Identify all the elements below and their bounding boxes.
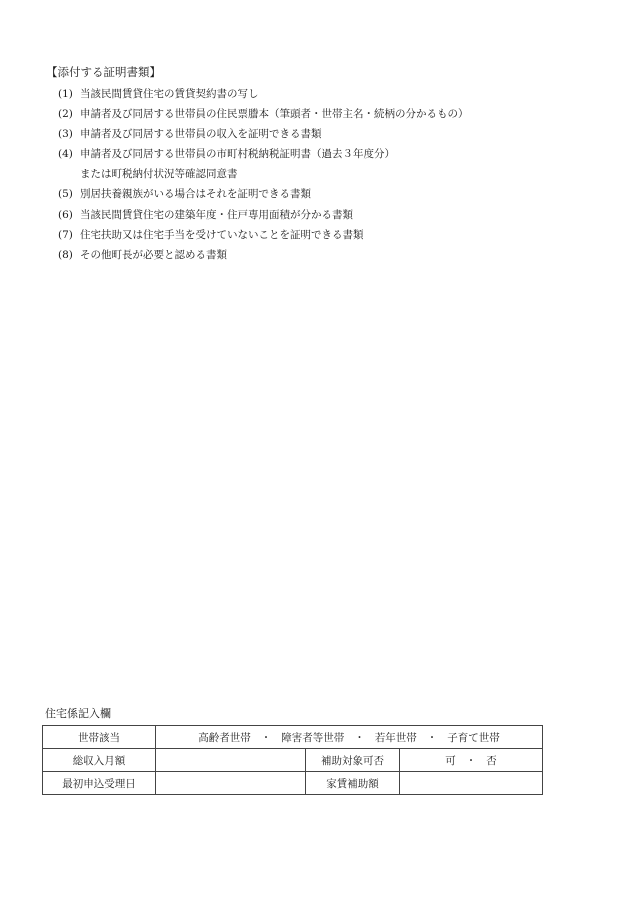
first-application-field[interactable] xyxy=(156,772,306,795)
attachment-number: (7) xyxy=(58,228,73,241)
staff-entry-title: 住宅係記入欄 xyxy=(45,707,111,720)
eligibility-no-option[interactable]: 否 xyxy=(486,754,497,767)
attachment-text: 当該民間賃貸住宅の賃貸契約書の写し xyxy=(80,88,259,100)
option-separator: ・ xyxy=(465,754,477,767)
attachment-text: 当該民間賃貸住宅の建築年度・住戸専用面積が分かる書類 xyxy=(80,208,353,221)
attachment-number: (3) xyxy=(58,128,73,141)
attachment-text: または町税納付状況等確認同意書 xyxy=(80,168,238,181)
rent-subsidy-field[interactable] xyxy=(400,772,543,795)
attachment-item-6 xyxy=(46,205,586,225)
household-option-young[interactable]: 若年世帯 xyxy=(374,731,417,744)
income-row xyxy=(43,749,543,772)
attachment-item-5 xyxy=(46,184,586,204)
staff-entry-section xyxy=(42,706,542,795)
option-separator: ・ xyxy=(354,731,365,744)
attachment-item-4-continuation xyxy=(46,164,586,184)
attachment-number: (8) xyxy=(58,248,73,261)
rent-subsidy-label: 家賃補助額 xyxy=(306,772,400,795)
staff-entry-table xyxy=(42,725,543,795)
attachment-number: (1) xyxy=(58,88,73,100)
monthly-income-label: 総収入月額 xyxy=(43,749,156,772)
attachment-text: 申請者及び同居する世帯員の住民票謄本（筆頭者・世帯主名・続柄の分かるもの） xyxy=(80,108,469,121)
attachment-text: 別居扶養親族がいる場合はそれを証明できる書類 xyxy=(80,188,311,201)
attachment-number: (6) xyxy=(58,208,73,221)
option-separator: ・ xyxy=(426,731,438,744)
attachments-heading: 【添付する証明書類】 xyxy=(46,65,161,79)
attachment-item-8 xyxy=(46,245,586,265)
attachments-section xyxy=(46,64,586,265)
attachment-item-7 xyxy=(46,225,586,245)
attachment-number: (2) xyxy=(58,108,73,121)
option-separator: ・ xyxy=(260,731,272,744)
attachment-item-1 xyxy=(46,84,586,104)
household-label: 世帯該当 xyxy=(43,726,156,749)
attachment-number: (5) xyxy=(58,188,73,201)
attachment-item-4 xyxy=(46,144,586,164)
household-option-elderly[interactable]: 高齢者世帯 xyxy=(198,731,251,744)
eligibility-options[interactable] xyxy=(400,749,543,772)
attachment-number: (4) xyxy=(58,148,73,161)
first-application-label: 最初申込受理日 xyxy=(43,772,156,795)
attachment-text: 住宅扶助又は住宅手当を受けていないことを証明できる書類 xyxy=(80,228,364,241)
attachment-text: 申請者及び同居する世帯員の市町村税納税証明書（過去３年度分） xyxy=(80,148,395,161)
household-row xyxy=(43,726,543,749)
household-option-childrearing[interactable]: 子育て世帯 xyxy=(447,731,500,744)
attachment-text: 申請者及び同居する世帯員の収入を証明できる書類 xyxy=(80,128,322,141)
attachment-item-2 xyxy=(46,104,586,124)
attachments-list xyxy=(46,84,586,265)
monthly-income-field[interactable] xyxy=(156,749,306,772)
household-option-disabled[interactable]: 障害者等世帯 xyxy=(281,731,345,744)
eligibility-label: 補助対象可否 xyxy=(306,749,400,772)
attachment-item-3 xyxy=(46,124,586,144)
household-options[interactable] xyxy=(156,726,543,749)
receipt-row xyxy=(43,772,543,795)
eligibility-yes-option[interactable]: 可 xyxy=(445,754,456,767)
attachment-text: その他町長が必要と認める書類 xyxy=(80,248,227,261)
